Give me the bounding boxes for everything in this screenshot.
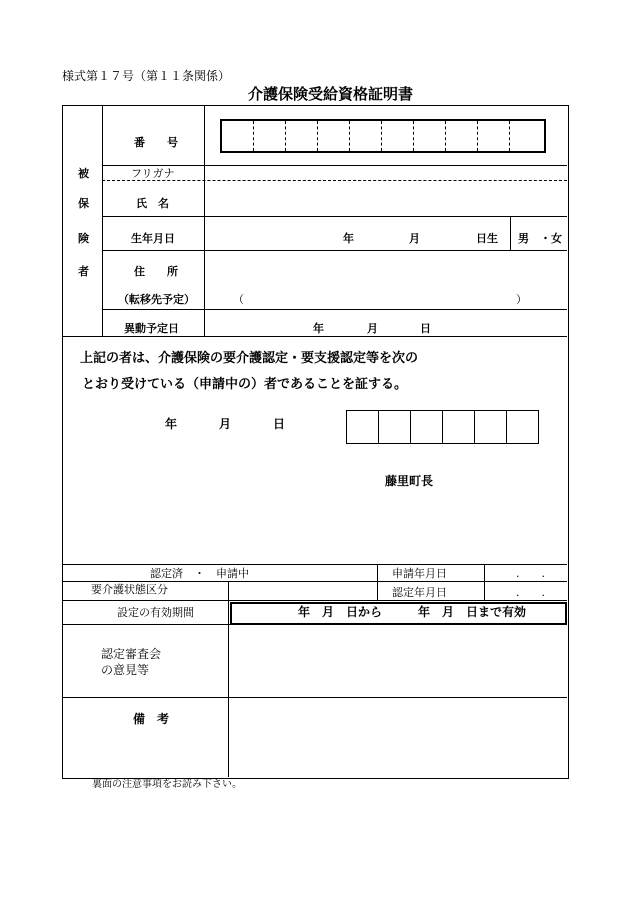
digit-divider — [509, 121, 510, 151]
transfer-label: （転移先予定） — [118, 293, 195, 306]
birthdate-label: 生年月日 — [131, 232, 175, 245]
stamp-box-divider — [506, 411, 507, 443]
move-year-unit: 年 — [313, 322, 324, 335]
remarks-field[interactable] — [229, 698, 567, 777]
document-title: 介護保険受給資格証明書 — [248, 85, 414, 103]
remarks-label: 備 考 — [133, 712, 170, 726]
name-label: 氏 名 — [136, 197, 169, 210]
digit-divider — [477, 121, 478, 151]
validity-period-value: 年 月 日から 年 月 日まで有効 — [298, 605, 527, 619]
digit-divider — [253, 121, 254, 151]
digit-divider — [317, 121, 318, 151]
row-divider — [102, 165, 567, 166]
certified-status-label: 認定済 ・ 申請中 — [150, 567, 249, 580]
side-char: 保 — [78, 197, 89, 210]
digit-divider — [349, 121, 350, 151]
cert-day-unit: 日 — [273, 417, 286, 431]
sex-options: 男 ・女 — [518, 232, 562, 245]
opinion-label: の意見等 — [101, 663, 150, 677]
birth-day-unit: 日生 — [476, 232, 498, 245]
stamp-boxes[interactable] — [346, 410, 539, 444]
birth-month-unit: 月 — [409, 232, 420, 245]
date-label-divider — [377, 564, 378, 600]
form-number: 様式第１７号（第１１条関係） — [62, 69, 231, 83]
opinion-field[interactable] — [227, 624, 567, 697]
stamp-box-divider — [378, 411, 379, 443]
row-divider — [102, 250, 567, 251]
furigana-label: フリガナ — [131, 167, 175, 180]
opinion-label: 認定審査会 — [101, 647, 162, 661]
certification-line-2: とおり受けている（申請中の）者であることを証する。 — [82, 377, 408, 392]
birth-year-unit: 年 — [343, 232, 354, 245]
move-day-unit: 日 — [420, 322, 431, 335]
paren-close: ） — [516, 293, 527, 306]
validity-label: 設定の有効期間 — [117, 606, 194, 619]
row-divider — [62, 581, 567, 582]
issuer-name: 藤里町長 — [385, 474, 434, 488]
cert-year-unit: 年 — [165, 417, 178, 431]
date-value-divider — [484, 564, 485, 600]
stamp-box-divider — [442, 411, 443, 443]
digit-divider — [445, 121, 446, 151]
certified-date-label: 認定年月日 — [392, 586, 447, 599]
digit-divider — [285, 121, 286, 151]
digit-divider — [381, 121, 382, 151]
label-column-divider — [204, 105, 205, 336]
sex-divider — [510, 216, 511, 250]
footer-note: 裏面の注意事項をお読み下さい。 — [92, 779, 242, 790]
certified-date-value[interactable]: . . — [516, 586, 545, 599]
address-label: 住 所 — [134, 265, 178, 278]
application-date-value[interactable]: . . — [516, 567, 545, 580]
move-month-unit: 月 — [367, 322, 378, 335]
side-char: 者 — [78, 265, 89, 278]
stamp-box-divider — [410, 411, 411, 443]
paren-open: （ — [233, 293, 244, 306]
row-divider — [62, 600, 567, 601]
application-date-label: 申請年月日 — [392, 567, 447, 580]
insured-side-divider — [102, 105, 103, 336]
furigana-divider — [102, 180, 567, 181]
side-char: 被 — [78, 167, 89, 180]
section-divider — [62, 336, 567, 337]
move-date-label: 異動予定日 — [124, 322, 179, 335]
care-level-label: 要介護状態区分 — [91, 583, 168, 596]
section-divider — [62, 564, 567, 565]
stamp-box-divider — [474, 411, 475, 443]
number-label: 番 号 — [134, 136, 178, 149]
insured-number-field[interactable] — [220, 119, 546, 153]
row-divider — [102, 216, 567, 217]
digit-divider — [413, 121, 414, 151]
side-char: 険 — [78, 232, 89, 245]
row-divider — [102, 309, 567, 310]
cert-month-unit: 月 — [219, 417, 232, 431]
certification-line-1: 上記の者は、介護保険の要介護認定・要支援認定等を次の — [80, 351, 419, 366]
